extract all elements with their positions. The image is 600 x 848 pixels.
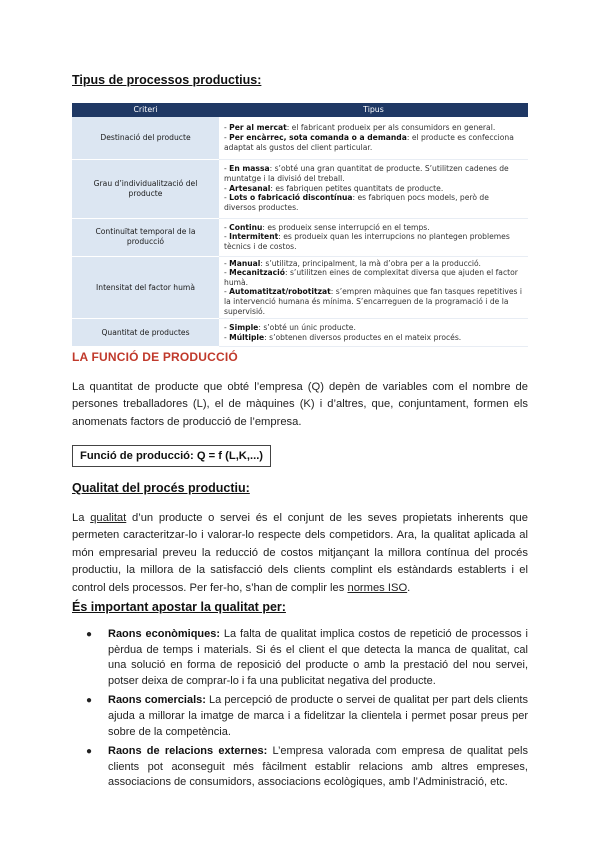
table-row — [72, 256, 528, 319]
criteri-cell: Destinació del producte — [72, 117, 219, 159]
header-tipus: Tipus — [219, 103, 528, 117]
tipus-line: - Intermitent: es produeix quan les interrupcions no plantegen problemes tècnics i de costos. — [224, 232, 510, 251]
tipus-line: - Simple: s’obté un únic producte. — [224, 323, 356, 333]
tipus-line: - Manual: s’utilitza, principalment, la mà d’obra per a la producció. — [224, 258, 481, 268]
formula-box: Funció de producció: Q = f (L,K,...) — [72, 445, 271, 467]
tipus-line: - Continu: es produeix sense interrupció en el temps. — [224, 222, 430, 232]
table-row — [72, 218, 528, 256]
production-types-table — [72, 103, 528, 347]
tipus-line: - Mecanització: s’utilitzen eines de complexitat diversa que ajuden el factor humà. — [224, 268, 518, 287]
tipus-cell — [219, 218, 528, 256]
criteri-cell: Continuïtat temporal de la producció — [72, 218, 219, 256]
header-criteri: Criteri — [72, 103, 219, 117]
tipus-line: - Automatitzat/robotitzat: s’empren màquines que fan tasques repetitives i la intervenció humana és mínima. S’encarreguen de la programació i de la supervisió. — [224, 287, 523, 316]
important-heading: És important apostar la qualitat per: — [72, 600, 286, 614]
types-heading: Tipus de processos productius: — [72, 73, 262, 87]
tipus-cell — [219, 117, 528, 159]
criteri-cell: Quantitat de productes — [72, 319, 219, 347]
tipus-line: - Lots o fabricació discontínua: es fabriquen pocs models, però de diversos productes. — [224, 193, 489, 212]
tipus-line: - Per encàrrec, sota comanda o a demanda: el producte es confecciona adaptat als gustos del client particular. — [224, 132, 514, 152]
bullet-icon: ● — [86, 629, 93, 640]
criteri-cell: Intensitat del factor humà — [72, 256, 219, 319]
tipus-line: - Múltiple: s’obtenen diversos productes en el mateix procés. — [224, 332, 462, 342]
table-header-row — [72, 103, 528, 117]
tipus-cell — [219, 256, 528, 319]
criteri-cell: Grau d’individualització del producte — [72, 159, 219, 218]
normes-iso-link[interactable]: normes ISO — [347, 581, 408, 594]
list-item: ● Raons econòmiques: La falta de qualitat implica costos de repetició de processos i pèrdua de temps i materials. Si és el client el que detecta la manca de qualitat, cal una solució en forma de reposició del producte o amb la prestació del nou servei, potser deixa de comprar-lo i fa una publicitat negativa del producte. — [86, 628, 528, 687]
table-row — [72, 159, 528, 218]
list-item: ● Raons comercials: La percepció de producte o servei de qualitat per part dels clients ajuda a millorar la imatge de marca i a fidelitzar la clientela i permet posar preus per sobre de la competència. — [86, 694, 528, 738]
intro-paragraph: La quantitat de producte que obté l’empresa (Q) depèn de variables com el nombre de persones treballadores (L), el de màquines (K) i d’altres, que, conjuntament, formen els anomenats factors de producció de l’empresa. — [72, 381, 528, 428]
bullet-icon: ● — [86, 695, 93, 707]
list-item: ● Raons de relacions externes: L’empresa valorada com empresa de qualitat pels clients pot aconseguit més fàcilment establir relacions amb altres empreses, associacions de consumidors, associacions ecològiques, amb l’Administració, etc. — [86, 745, 528, 789]
tipus-line: - Artesanal: es fabriquen petites quantitats de producte. — [224, 183, 444, 193]
tipus-line: - En massa: s’obté una gran quantitat de producte. S’utilitzen cadenes de muntatge i la divisió del treball. — [224, 164, 509, 184]
tipus-line: - Per al mercat: el fabricant produeix per als consumidors en general. — [224, 123, 496, 133]
table-row — [72, 319, 528, 347]
quality-heading: Qualitat del procés productiu: — [72, 481, 250, 495]
tipus-cell — [219, 319, 528, 347]
table-row — [72, 117, 528, 159]
tipus-cell — [219, 159, 528, 218]
quality-paragraph: La qualitat d’un producte o servei és el conjunt de les seves propietats inherents que permeten caracteritzar-lo i valorar-lo respecte dels competidors. Ara, la qualitat aplicada al món empresarial preveu la reducció de costos mitjançant la millora contínua del procés productiu, la millora de la satisfacció dels clients complint els estàndards establerts i el control dels processos. Per fer-ho, s’han de complir les normes ISO. — [72, 512, 528, 594]
qualitat-link[interactable]: qualitat — [90, 512, 127, 524]
section-title: LA FUNCIÓ DE PRODUCCIÓ — [72, 350, 238, 364]
bullet-icon: ● — [86, 746, 93, 758]
reasons-list — [72, 627, 528, 795]
